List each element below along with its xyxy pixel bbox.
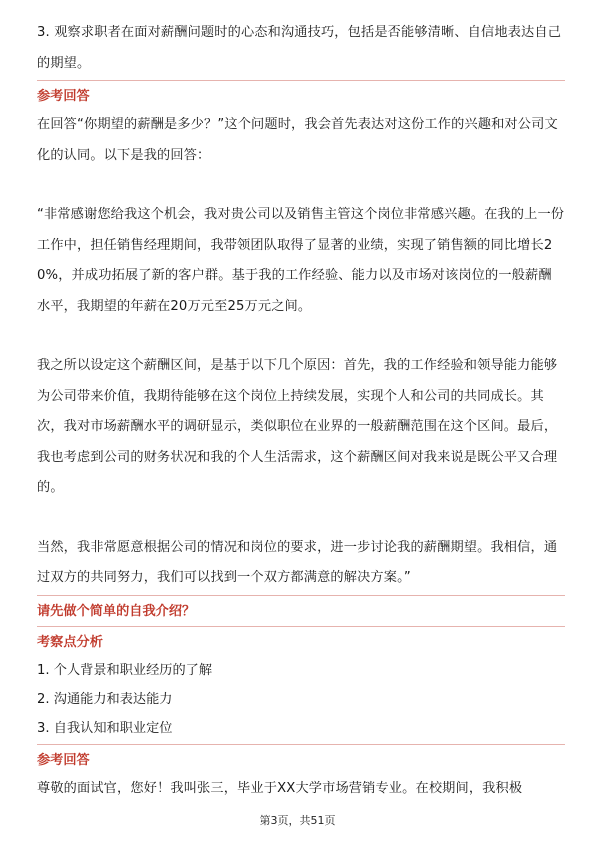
self-intro-answer: 尊敬的面试官，您好！我叫张三，毕业于XX大学市场营销专业。在校期间，我积极	[37, 780, 523, 796]
answer-paragraph-3: 当然，我非常愿意根据公司的情况和岗位的要求，进一步讨论我的薪酬期望。我相信，通过双方的共同努力，我们可以找到一个双方都满意的解决方案。”	[37, 539, 558, 585]
analysis-heading: 考察点分析	[37, 634, 103, 650]
analysis-list-item: 2. 沟通能力和表达能力	[37, 691, 173, 707]
reference-answer-heading: 参考回答	[37, 752, 90, 768]
reference-answer-heading: 参考回答	[37, 89, 90, 104]
section-divider	[37, 595, 565, 596]
section-divider	[37, 626, 565, 627]
answer-paragraph-1: “非常感谢您给我这个机会，我对贵公司以及销售主管这个岗位非常感兴趣。在我的上一份工作中，担任销售经理期间，我带领团队取得了显著的业绩，实现了销售额的同比增长20%，并成功拓展了新的客户群。基于我的工作经验、能力以及市场对该岗位的一般薪酬水平，我期望的年薪在20万元至25万元之间。	[37, 207, 565, 314]
section-divider	[37, 744, 565, 745]
analysis-list-item: 1. 个人背景和职业经历的了解	[37, 662, 213, 678]
document-body	[37, 18, 565, 804]
answer-intro: 在回答“你期望的薪酬是多少？”这个问题时，我会首先表达对这份工作的兴趣和对公司文化的认同。以下是我的回答：	[37, 117, 558, 163]
analysis-list-item: 3. 自我认知和职业定位	[37, 720, 173, 736]
section-divider	[37, 80, 565, 81]
analysis-item-3: 3. 观察求职者在面对薪酬问题时的心态和沟通技巧，包括是否能够清晰、自信地表达自己的期望。	[37, 25, 562, 71]
answer-paragraph-2: 我之所以设定这个薪酬区间，是基于以下几个原因：首先，我的工作经验和领导能力能够为公司带来价值，我期待能够在这个岗位上持续发展，实现个人和公司的共同成长。其次，我对市场薪酬水平的调研显示，类似职位在业界的一般薪酬范围在这个区间。最后，我也考虑到公司的财务状况和我的个人生活需求，这个薪酬区间对我来说是既公平又合理的。	[37, 358, 558, 495]
page-number: 第3页，共51页	[259, 814, 336, 827]
question-heading: 请先做个简单的自我介绍？	[37, 603, 196, 619]
